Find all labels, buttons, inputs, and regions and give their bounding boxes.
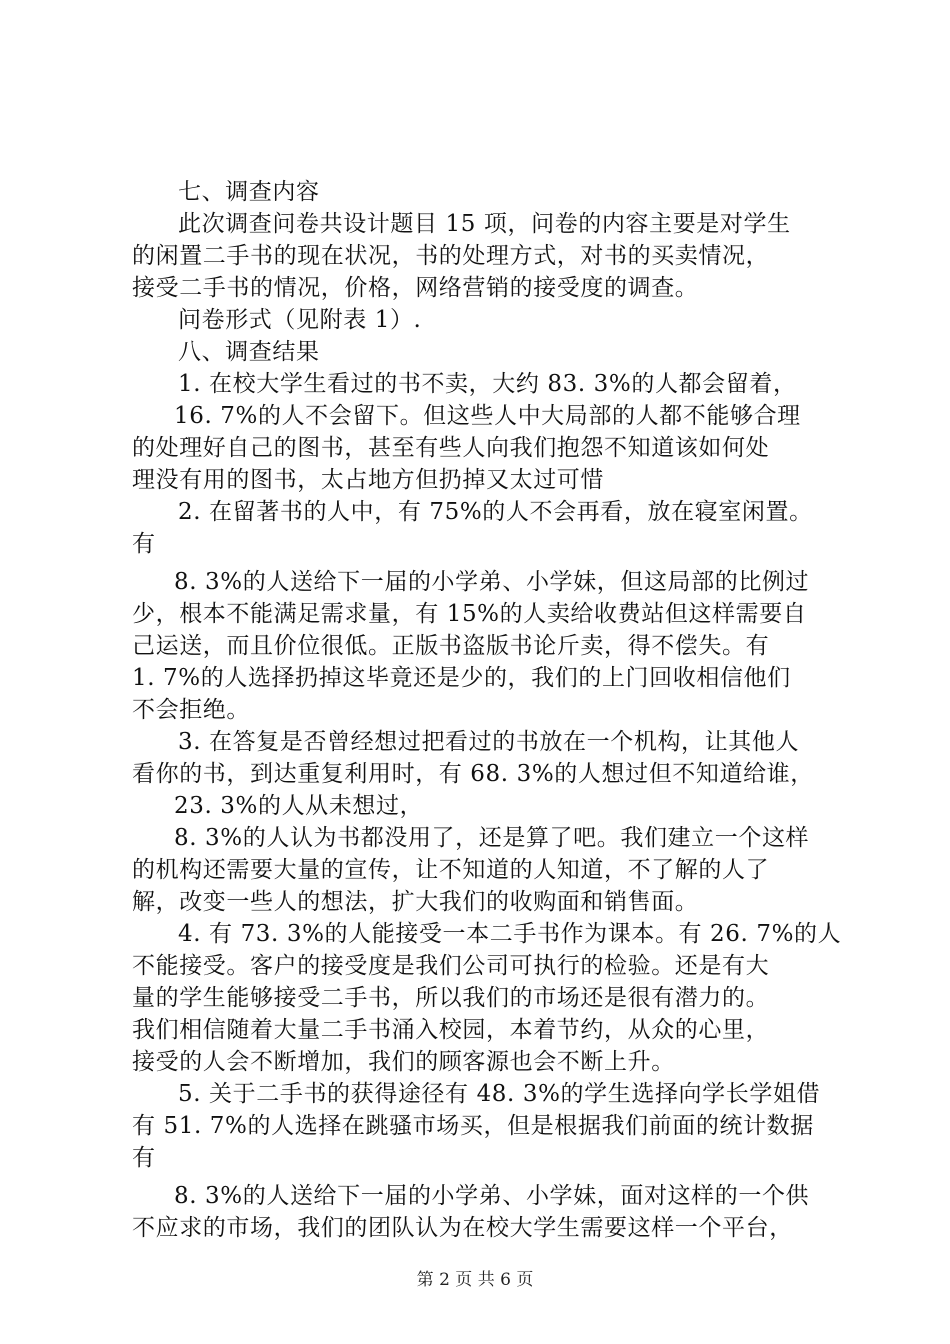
text-line: 少，根本不能满足需求量，有 15%的人卖给收费站但这样需要自 (132, 601, 807, 627)
section-heading: 七、调查内容 (178, 179, 320, 205)
text-line: 3. 在答复是否曾经想过把看过的书放在一个机构，让其他人 (178, 729, 800, 755)
text-line: 的闲置二手书的现在状况，书的处理方式，对书的买卖情况， (132, 243, 770, 269)
text-line: 接受的人会不断增加，我们的顾客源也会不断上升。 (132, 1049, 675, 1075)
text-line: 1. 7%的人选择扔掉这毕竟还是少的，我们的上门回收相信他们 (132, 665, 791, 691)
text-line: 4. 有 73. 3%的人能接受一本二手书作为课本。有 26. 7%的人 (178, 921, 842, 947)
text-line: 不会拒绝。 (132, 697, 250, 723)
text-line: 的处理好自己的图书，甚至有些人向我们抱怨不知道该如何处 (132, 435, 770, 461)
section-heading: 八、调查结果 (178, 339, 320, 365)
text-line: 不应求的市场，我们的团队认为在校大学生需要这样一个平台， (132, 1215, 793, 1241)
text-line: 8. 3%的人送给下一届的小学弟、小学妹，面对这样的一个供 (174, 1183, 810, 1209)
text-line: 理没有用的图书，太占地方但扔掉又太过可惜 (132, 467, 604, 493)
text-line: 23. 3%的人从未想过， (174, 793, 424, 819)
text-line: 8. 3%的人送给下一届的小学弟、小学妹，但这局部的比例过 (174, 569, 810, 595)
text-line: 5. 关于二手书的获得途径有 48. 3%的学生选择向学长学姐借 (178, 1081, 821, 1107)
text-line: 此次调查问卷共设计题目 15 项，问卷的内容主要是对学生 (178, 211, 791, 237)
text-line: 有 (132, 531, 156, 557)
text-line: 8. 3%的人认为书都没用了，还是算了吧。我们建立一个这样 (174, 825, 810, 851)
text-line: 问卷形式（见附表 1）. (178, 307, 422, 333)
text-line: 我们相信随着大量二手书涌入校园，本着节约，从众的心里， (132, 1017, 770, 1043)
page-number-footer: 第 2 页 共 6 页 (416, 1270, 534, 1290)
text-line: 有 (132, 1145, 156, 1171)
text-line: 有 51. 7%的人选择在跳骚市场买，但是根据我们前面的统计数据 (132, 1113, 814, 1139)
text-line: 不能接受。客户的接受度是我们公司可执行的检验。还是有大 (132, 953, 770, 979)
text-line: 16. 7%的人不会留下。但这些人中大局部的人都不能够合理 (174, 403, 801, 429)
text-line: 看你的书，到达重复利用时，有 68. 3%的人想过但不知道给谁， (132, 761, 814, 787)
text-line: 解，改变一些人的想法，扩大我们的收购面和销售面。 (132, 889, 699, 915)
text-line: 己运送，而且价位很低。正版书盗版书论斤卖，得不偿失。有 (132, 633, 770, 659)
text-line: 1. 在校大学生看过的书不卖，大约 83. 3%的人都会留着， (178, 371, 797, 397)
text-line: 2. 在留著书的人中，有 75%的人不会再看，放在寝室闲置。 (178, 499, 813, 525)
text-line: 的机构还需要大量的宣传，让不知道的人知道，不了解的人了 (132, 857, 770, 883)
text-line: 接受二手书的情况，价格，网络营销的接受度的调查。 (132, 275, 699, 301)
text-line: 量的学生能够接受二手书，所以我们的市场还是很有潜力的。 (132, 985, 770, 1011)
